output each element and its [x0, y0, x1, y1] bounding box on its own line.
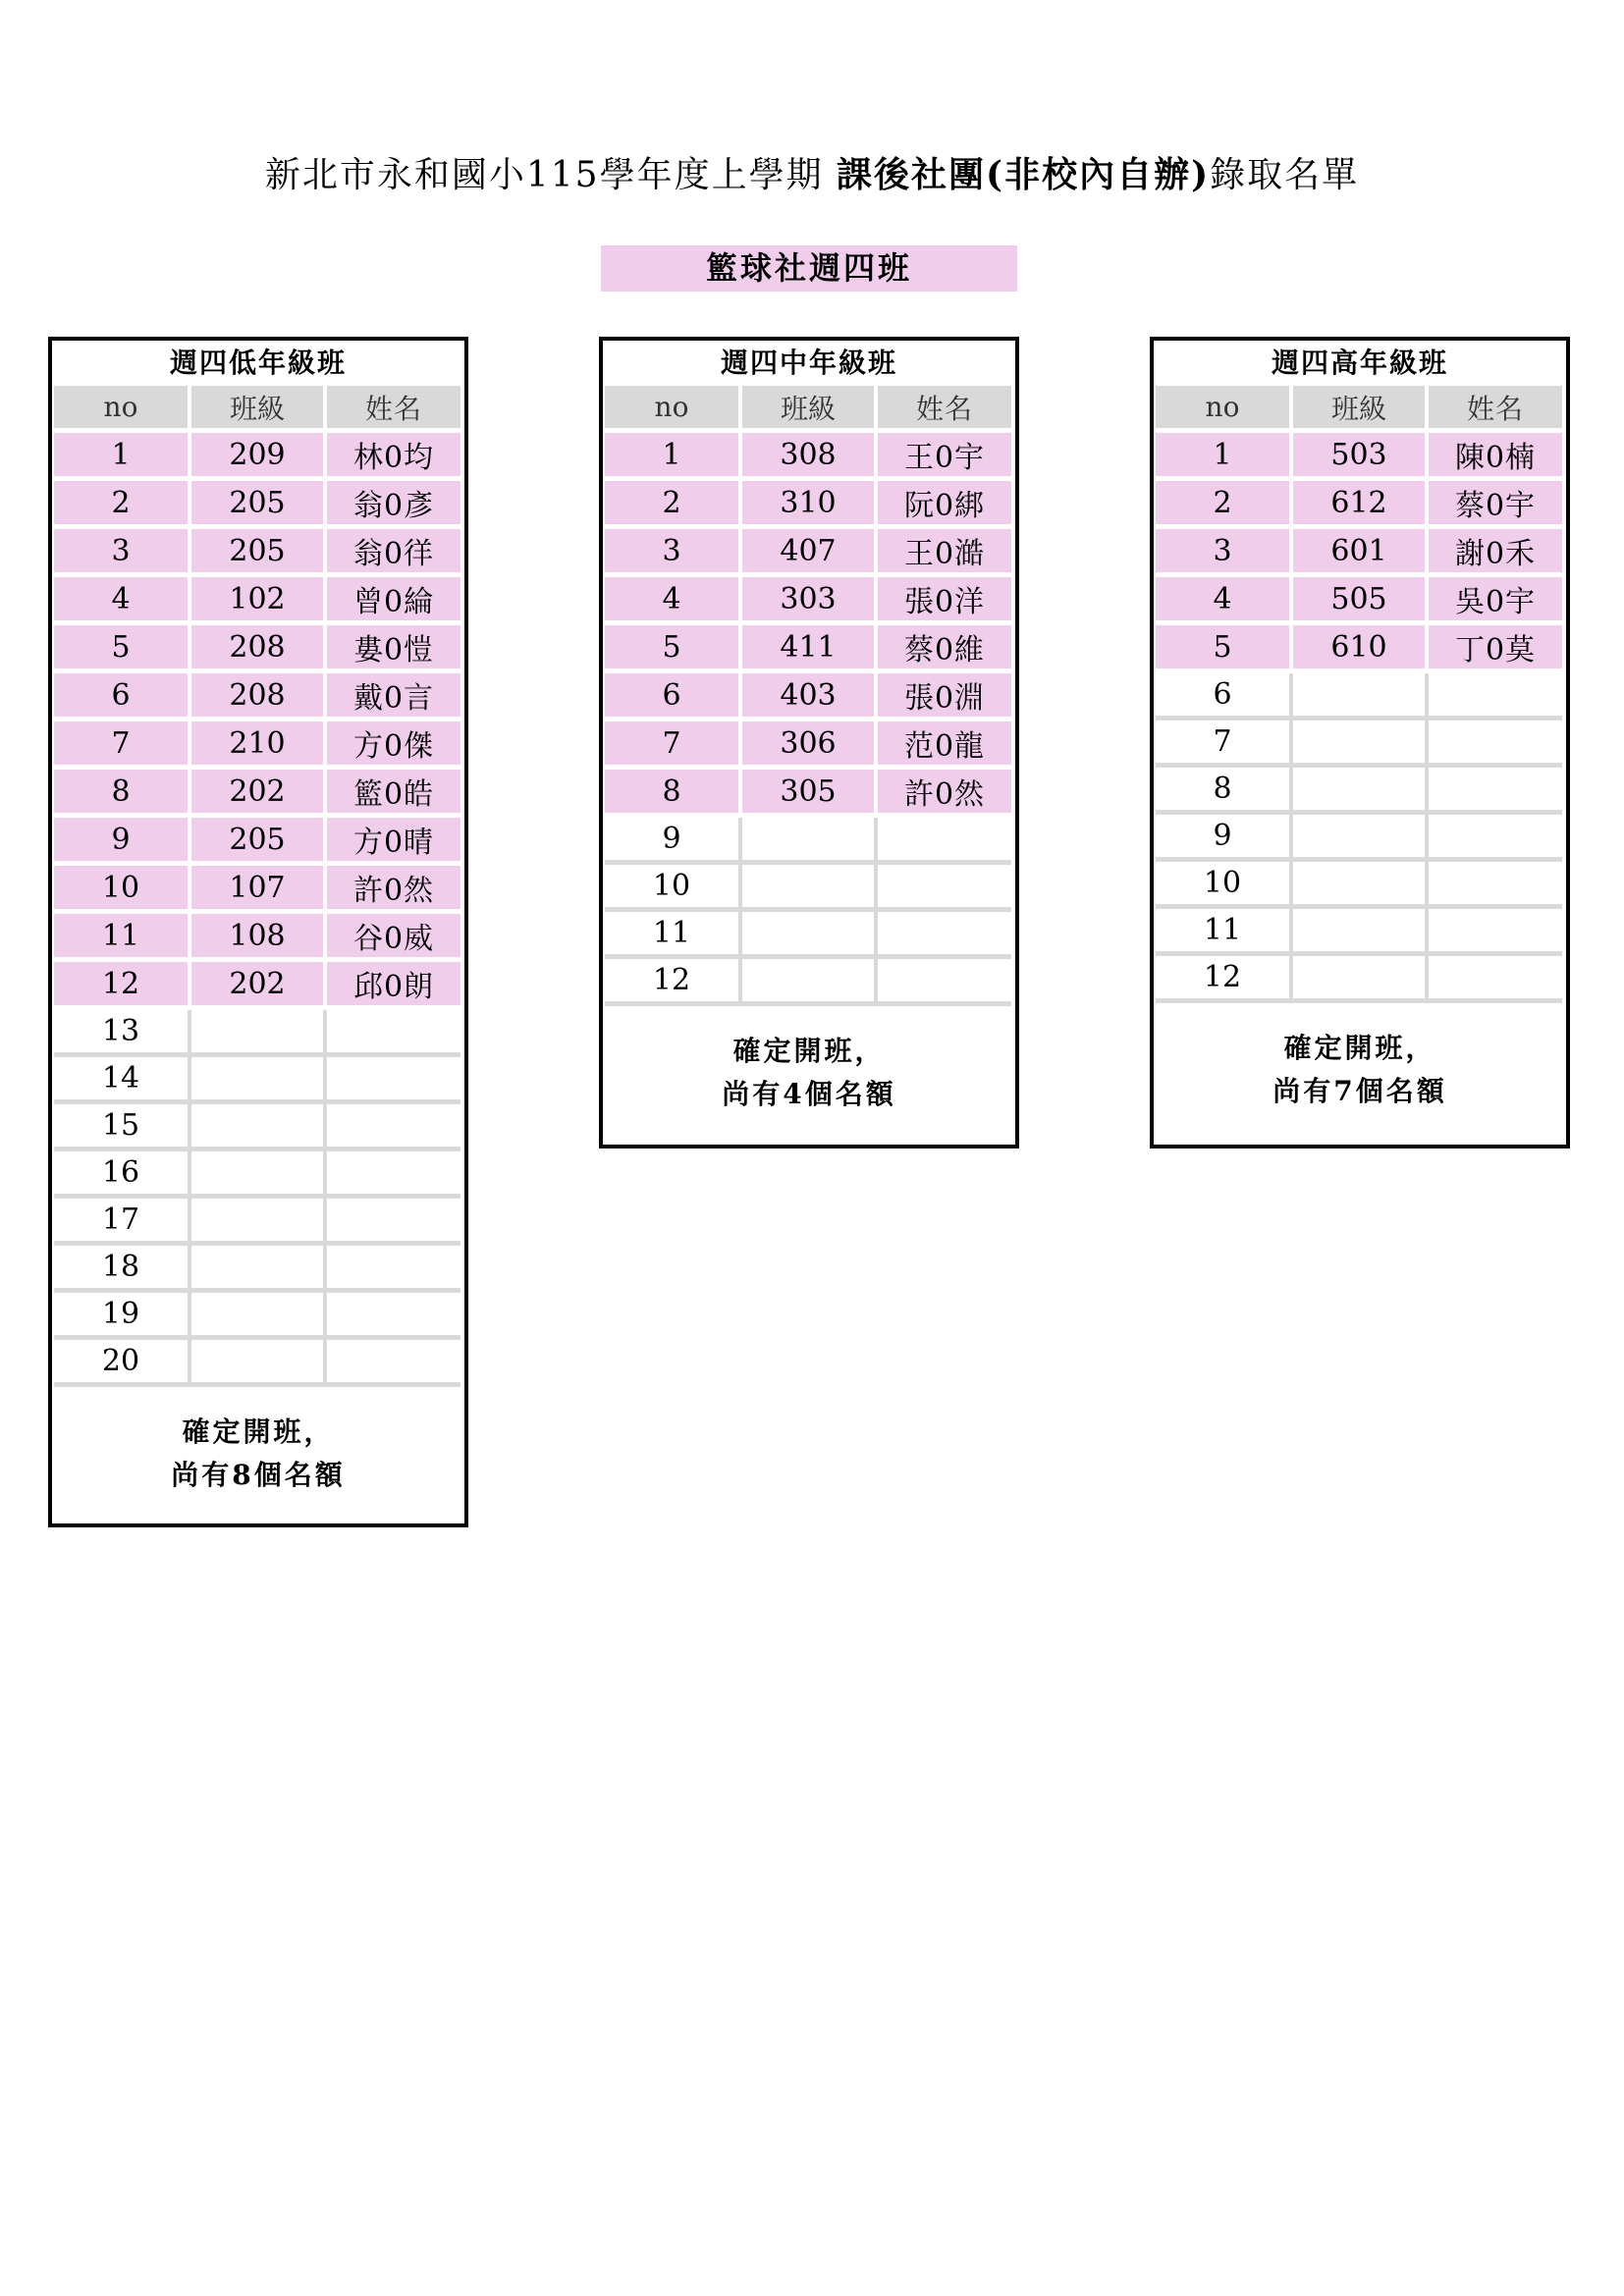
cell-name [878, 912, 1011, 959]
table-row [1156, 577, 1562, 625]
table-row [1156, 862, 1562, 909]
group-box-upper [1150, 337, 1570, 1148]
cell-class [191, 1246, 327, 1293]
col-header-class: 班級 [191, 386, 327, 433]
cell-no: 6 [54, 673, 191, 721]
group-box-lower [48, 337, 468, 1527]
cell-class: 308 [742, 433, 878, 481]
table-row [605, 770, 1011, 818]
table-row [54, 818, 460, 866]
cell-no: 1 [1156, 433, 1293, 481]
table-row [605, 818, 1011, 865]
cell-class [742, 818, 878, 865]
cell-class: 407 [742, 529, 878, 577]
cell-no: 10 [54, 866, 191, 914]
cell-no: 15 [54, 1104, 191, 1151]
cell-name: 谷0威 [327, 914, 460, 962]
cell-name: 陳0楠 [1429, 433, 1562, 481]
cell-no: 14 [54, 1057, 191, 1104]
cell-no: 1 [54, 433, 191, 481]
cell-no: 5 [1156, 625, 1293, 673]
cell-name: 林0均 [327, 433, 460, 481]
cell-class [191, 1057, 327, 1104]
table-row [54, 577, 460, 625]
table-row [54, 1010, 460, 1057]
cell-class [1293, 956, 1429, 1003]
cell-class: 612 [1293, 481, 1429, 529]
table-row [54, 1057, 460, 1104]
table-row [605, 481, 1011, 529]
table-row [605, 959, 1011, 1006]
cell-class [191, 1340, 327, 1387]
table-row [54, 770, 460, 818]
cell-name [327, 1104, 460, 1151]
cell-class: 208 [191, 673, 327, 721]
cell-class: 403 [742, 673, 878, 721]
cell-no: 10 [1156, 862, 1293, 909]
col-header-no: no [54, 386, 191, 433]
cell-no: 20 [54, 1340, 191, 1387]
cell-name: 戴0言 [327, 673, 460, 721]
cell-no: 11 [1156, 909, 1293, 956]
cell-no: 3 [605, 529, 742, 577]
cell-no: 7 [605, 721, 742, 770]
cell-no: 11 [605, 912, 742, 959]
table-row [1156, 529, 1562, 577]
col-header-name: 姓名 [1429, 386, 1562, 433]
cell-class: 205 [191, 818, 327, 866]
table-row [605, 529, 1011, 577]
table-row [54, 625, 460, 673]
group-box-middle [599, 337, 1019, 1148]
cell-no: 6 [605, 673, 742, 721]
table-row [1156, 815, 1562, 862]
cell-class [191, 1151, 327, 1199]
note-status: 確定開班， [1283, 1032, 1436, 1064]
cell-class [742, 912, 878, 959]
cell-name: 蔡0維 [878, 625, 1011, 673]
table-row [605, 433, 1011, 481]
cell-no: 19 [54, 1293, 191, 1340]
cell-name [327, 1057, 460, 1104]
cell-no: 9 [605, 818, 742, 865]
cell-class: 209 [191, 433, 327, 481]
availability-note [1154, 1027, 1566, 1113]
table-row [54, 673, 460, 721]
cell-class [191, 1199, 327, 1246]
cell-name: 阮0綁 [878, 481, 1011, 529]
cell-class: 601 [1293, 529, 1429, 577]
cell-name [1429, 721, 1562, 768]
cell-class: 107 [191, 866, 327, 914]
table-row [54, 529, 460, 577]
table-row [1156, 673, 1562, 721]
table-row [54, 1104, 460, 1151]
table-row [605, 577, 1011, 625]
col-header-name: 姓名 [327, 386, 460, 433]
cell-name: 翁0彥 [327, 481, 460, 529]
cell-class: 310 [742, 481, 878, 529]
cell-no: 4 [54, 577, 191, 625]
cell-class: 202 [191, 770, 327, 818]
cell-no: 7 [1156, 721, 1293, 768]
cell-class [1293, 909, 1429, 956]
table-row [605, 721, 1011, 770]
table-row [605, 912, 1011, 959]
col-header-no: no [605, 386, 742, 433]
cell-name: 王0澔 [878, 529, 1011, 577]
title-bold: 課後社團(非校內自辦) [837, 154, 1211, 195]
cell-no: 5 [54, 625, 191, 673]
cell-class: 210 [191, 721, 327, 770]
table-row [605, 673, 1011, 721]
note-remaining: 尚有8個名額 [171, 1459, 346, 1491]
availability-note [603, 1030, 1015, 1116]
cell-name: 翁0徉 [327, 529, 460, 577]
cell-name: 許0然 [327, 866, 460, 914]
table-header-row [605, 386, 1011, 433]
table-row [1156, 909, 1562, 956]
table-row [54, 1246, 460, 1293]
cell-no: 4 [605, 577, 742, 625]
note-status: 確定開班， [732, 1035, 886, 1067]
cell-name [1429, 862, 1562, 909]
cell-name [878, 959, 1011, 1006]
table-row [54, 481, 460, 529]
cell-no: 3 [1156, 529, 1293, 577]
table-header-row [54, 386, 460, 433]
cell-no: 12 [1156, 956, 1293, 1003]
cell-no: 6 [1156, 673, 1293, 721]
table-row [1156, 481, 1562, 529]
table-row [1156, 625, 1562, 673]
roster-table [1156, 386, 1562, 1003]
table-row [54, 433, 460, 481]
cell-name [327, 1151, 460, 1199]
cell-class [1293, 862, 1429, 909]
cell-no: 12 [605, 959, 742, 1006]
cell-name: 婁0愷 [327, 625, 460, 673]
table-row [1156, 768, 1562, 815]
cell-name: 籃0皓 [327, 770, 460, 818]
table-row [54, 721, 460, 770]
col-header-no: no [1156, 386, 1293, 433]
cell-no: 1 [605, 433, 742, 481]
cell-class [742, 865, 878, 912]
cell-no: 13 [54, 1010, 191, 1057]
cell-no: 8 [605, 770, 742, 818]
cell-class: 503 [1293, 433, 1429, 481]
table-row [54, 914, 460, 962]
table-row [1156, 956, 1562, 1003]
cell-no: 12 [54, 962, 191, 1010]
cell-no: 9 [54, 818, 191, 866]
cell-name: 邱0朗 [327, 962, 460, 1010]
cell-class [1293, 815, 1429, 862]
cell-name [327, 1199, 460, 1246]
cell-name: 蔡0宇 [1429, 481, 1562, 529]
cell-class [1293, 673, 1429, 721]
note-remaining: 尚有7個名額 [1272, 1075, 1447, 1107]
cell-name: 張0洋 [878, 577, 1011, 625]
cell-no: 17 [54, 1199, 191, 1246]
cell-class [191, 1010, 327, 1057]
table-row [54, 1340, 460, 1387]
cell-name [327, 1293, 460, 1340]
cell-class: 205 [191, 481, 327, 529]
cell-class [1293, 768, 1429, 815]
col-header-class: 班級 [1293, 386, 1429, 433]
cell-name: 方0傑 [327, 721, 460, 770]
cell-no: 11 [54, 914, 191, 962]
table-row [54, 866, 460, 914]
cell-name [1429, 768, 1562, 815]
cell-name [878, 818, 1011, 865]
cell-name: 曾0綸 [327, 577, 460, 625]
cell-no: 3 [54, 529, 191, 577]
cell-class [742, 959, 878, 1006]
cell-no: 2 [54, 481, 191, 529]
cell-class: 108 [191, 914, 327, 962]
page-title [0, 147, 1624, 197]
table-row [54, 962, 460, 1010]
note-status: 確定開班， [182, 1415, 335, 1448]
note-remaining: 尚有4個名額 [722, 1078, 896, 1110]
table-row [1156, 433, 1562, 481]
cell-name [327, 1340, 460, 1387]
cell-name: 吳0宇 [1429, 577, 1562, 625]
table-row [54, 1151, 460, 1199]
cell-class: 205 [191, 529, 327, 577]
table-row [605, 865, 1011, 912]
cell-name: 張0淵 [878, 673, 1011, 721]
cell-class [191, 1104, 327, 1151]
cell-no: 18 [54, 1246, 191, 1293]
cell-class: 306 [742, 721, 878, 770]
title-prefix: 新北市永和國小115學年度上學期 [264, 155, 838, 195]
cell-class [1293, 721, 1429, 768]
title-suffix: 錄取名單 [1210, 155, 1360, 195]
cell-no: 5 [605, 625, 742, 673]
cell-no: 2 [605, 481, 742, 529]
club-banner: 籃球社週四班 [601, 245, 1017, 292]
cell-class: 303 [742, 577, 878, 625]
cell-name: 王0宇 [878, 433, 1011, 481]
cell-no: 8 [1156, 768, 1293, 815]
cell-class: 208 [191, 625, 327, 673]
cell-class: 411 [742, 625, 878, 673]
roster-table [54, 386, 460, 1387]
cell-class: 202 [191, 962, 327, 1010]
cell-name [327, 1010, 460, 1057]
cell-class: 305 [742, 770, 878, 818]
cell-class: 505 [1293, 577, 1429, 625]
group-title: 週四低年級班 [169, 347, 347, 379]
table-row [54, 1293, 460, 1340]
cell-name [1429, 815, 1562, 862]
cell-name: 范0龍 [878, 721, 1011, 770]
table-row [54, 1199, 460, 1246]
cell-name [327, 1246, 460, 1293]
cell-class [191, 1293, 327, 1340]
col-header-name: 姓名 [878, 386, 1011, 433]
cell-name [878, 865, 1011, 912]
cell-name [1429, 909, 1562, 956]
cell-name: 謝0禾 [1429, 529, 1562, 577]
cell-no: 4 [1156, 577, 1293, 625]
table-header-row [1156, 386, 1562, 433]
cell-no: 7 [54, 721, 191, 770]
cell-class: 610 [1293, 625, 1429, 673]
cell-name: 丁0莫 [1429, 625, 1562, 673]
cell-name: 方0晴 [327, 818, 460, 866]
table-row [1156, 721, 1562, 768]
table-row [605, 625, 1011, 673]
cell-no: 16 [54, 1151, 191, 1199]
cell-no: 9 [1156, 815, 1293, 862]
cell-no: 2 [1156, 481, 1293, 529]
cell-no: 8 [54, 770, 191, 818]
roster-table [605, 386, 1011, 1006]
cell-name [1429, 673, 1562, 721]
cell-name: 許0然 [878, 770, 1011, 818]
cell-no: 10 [605, 865, 742, 912]
cell-name [1429, 956, 1562, 1003]
group-title: 週四中年級班 [720, 347, 897, 379]
col-header-class: 班級 [742, 386, 878, 433]
availability-note [52, 1411, 464, 1497]
cell-class: 102 [191, 577, 327, 625]
group-title: 週四高年級班 [1271, 347, 1448, 379]
